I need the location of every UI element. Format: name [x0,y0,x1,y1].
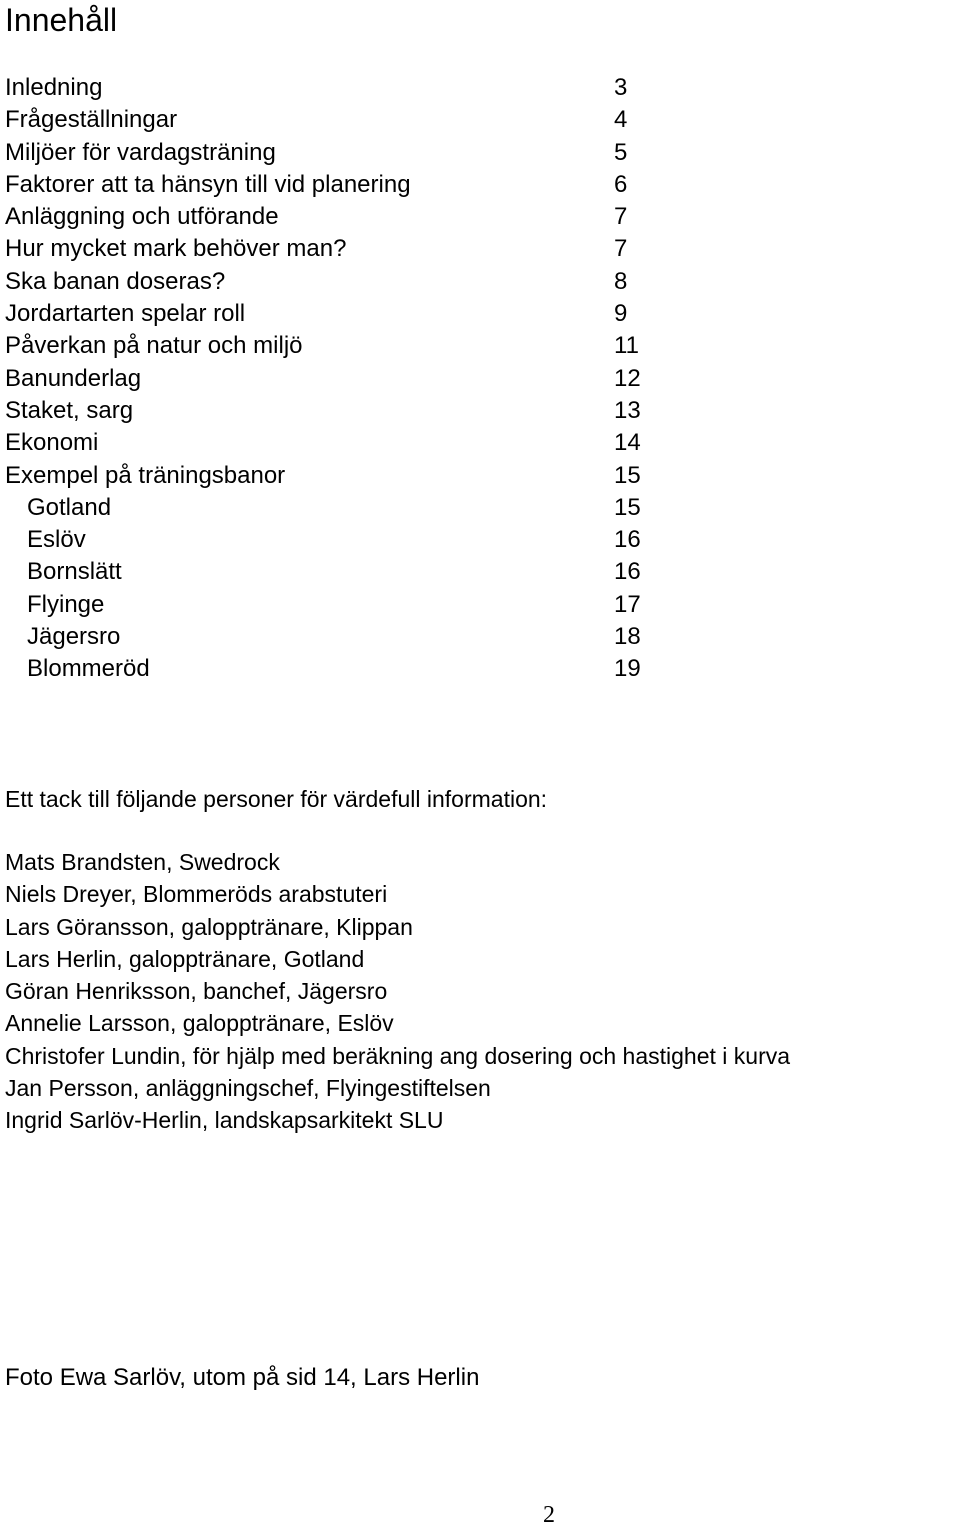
toc-subentry [5,621,705,653]
toc-entry [5,104,705,136]
toc-entry [5,363,705,395]
toc-entry [5,201,705,233]
page-title: Innehåll [5,2,118,38]
toc-subentry [5,589,705,621]
toc-entry [5,395,705,427]
toc-entry-page: 13 [614,396,641,424]
photo-credit: Foto Ewa Sarlöv, utom på sid 14, Lars Herlin [5,1364,480,1391]
toc-entry-label: Gotland [27,493,112,521]
toc-entry-label: Blommeröd [27,655,150,683]
toc-entry-page: 16 [614,526,641,554]
acknowledged-person: Mats Brandsten, Swedrock [5,849,280,875]
page-number: 2 [543,1502,555,1528]
toc-entry-label: Påverkan på natur och miljö [5,332,303,360]
acknowledged-person: Lars Göransson, galopptränare, Klippan [5,913,413,940]
toc-entry-label: Eslöv [27,526,86,554]
toc-entry [5,137,705,169]
toc-entry [5,266,705,298]
toc-entry-label: Exempel på träningsbanor [5,461,286,489]
toc-entry-page: 15 [614,493,641,521]
toc-entry-page: 3 [614,74,628,101]
toc-entry-page: 11 [614,332,639,360]
toc-entry-label: Jägersro [27,623,121,651]
toc-entry-page: 6 [614,170,628,198]
toc-entry-page: 16 [614,558,641,586]
toc-entry [5,427,705,459]
toc-entry-label: Miljöer för vardagsträning [5,138,276,166]
toc-subentry [5,556,705,588]
toc-entry-label: Faktorer att ta hänsyn till vid planering [5,170,411,198]
toc-entry-label: Hur mycket mark behöver man? [5,235,347,263]
toc-entry-label: Frågeställningar [5,106,178,134]
toc-entry-label: Ska banan doseras? [5,267,226,295]
toc-entry-page: 15 [614,461,641,489]
toc-entry [5,330,705,362]
toc-entry-page: 9 [614,300,628,328]
toc-entry [5,233,705,265]
acknowledged-person: Christofer Lundin, för hjälp med beräkning ang dosering och hastighet i kurva [5,1042,791,1069]
acknowledged-person: Jan Persson, anläggningschef, Flyingestiftelsen [5,1075,491,1102]
toc-entry-label: Flyinge [27,590,105,618]
acknowledged-person: Göran Henriksson, banchef, Jägersro [5,978,388,1005]
acknowledged-person: Lars Herlin, galopptränare, Gotland [5,945,365,972]
acknowledged-person: Ingrid Sarlöv-Herlin, landskapsarkitekt SLU [5,1107,444,1134]
toc-entry-page: 17 [614,590,641,618]
toc-entry-page: 4 [614,106,628,134]
toc-entry-page: 7 [614,235,628,263]
toc-entry-page: 18 [614,623,641,651]
acknowledgements-heading: Ett tack till följande personer för värdefull information: [5,786,548,812]
toc-entry-label: Anläggning och utförande [5,203,279,231]
toc-entry-page: 8 [614,267,628,295]
toc-entry-page: 19 [614,655,641,683]
toc-entry-label: Bornslätt [27,558,122,586]
acknowledged-person: Niels Dreyer, Blommeröds arabstuteri [5,881,388,908]
toc-entry-label: Inledning [5,74,103,101]
toc-entry [5,169,705,201]
toc-subentry [5,492,705,524]
toc-entry [5,72,705,104]
toc-entry-label: Ekonomi [5,429,99,457]
toc-entry-page: 12 [614,364,641,392]
toc-entry [5,298,705,330]
toc-subentry [5,524,705,556]
toc-subentry [5,653,705,685]
toc-entry-page: 14 [614,429,641,457]
acknowledgements-list [5,846,790,1137]
toc-entry-label: Staket, sarg [5,396,134,424]
toc-entry-page: 5 [614,138,628,166]
toc-entry [5,460,705,492]
toc-entry-page: 7 [614,203,628,231]
acknowledged-person: Annelie Larsson, galopptränare, Eslöv [5,1010,394,1037]
table-of-contents [5,72,705,686]
toc-entry-label: Banunderlag [5,364,142,392]
toc-entry-label: Jordartarten spelar roll [5,300,246,328]
